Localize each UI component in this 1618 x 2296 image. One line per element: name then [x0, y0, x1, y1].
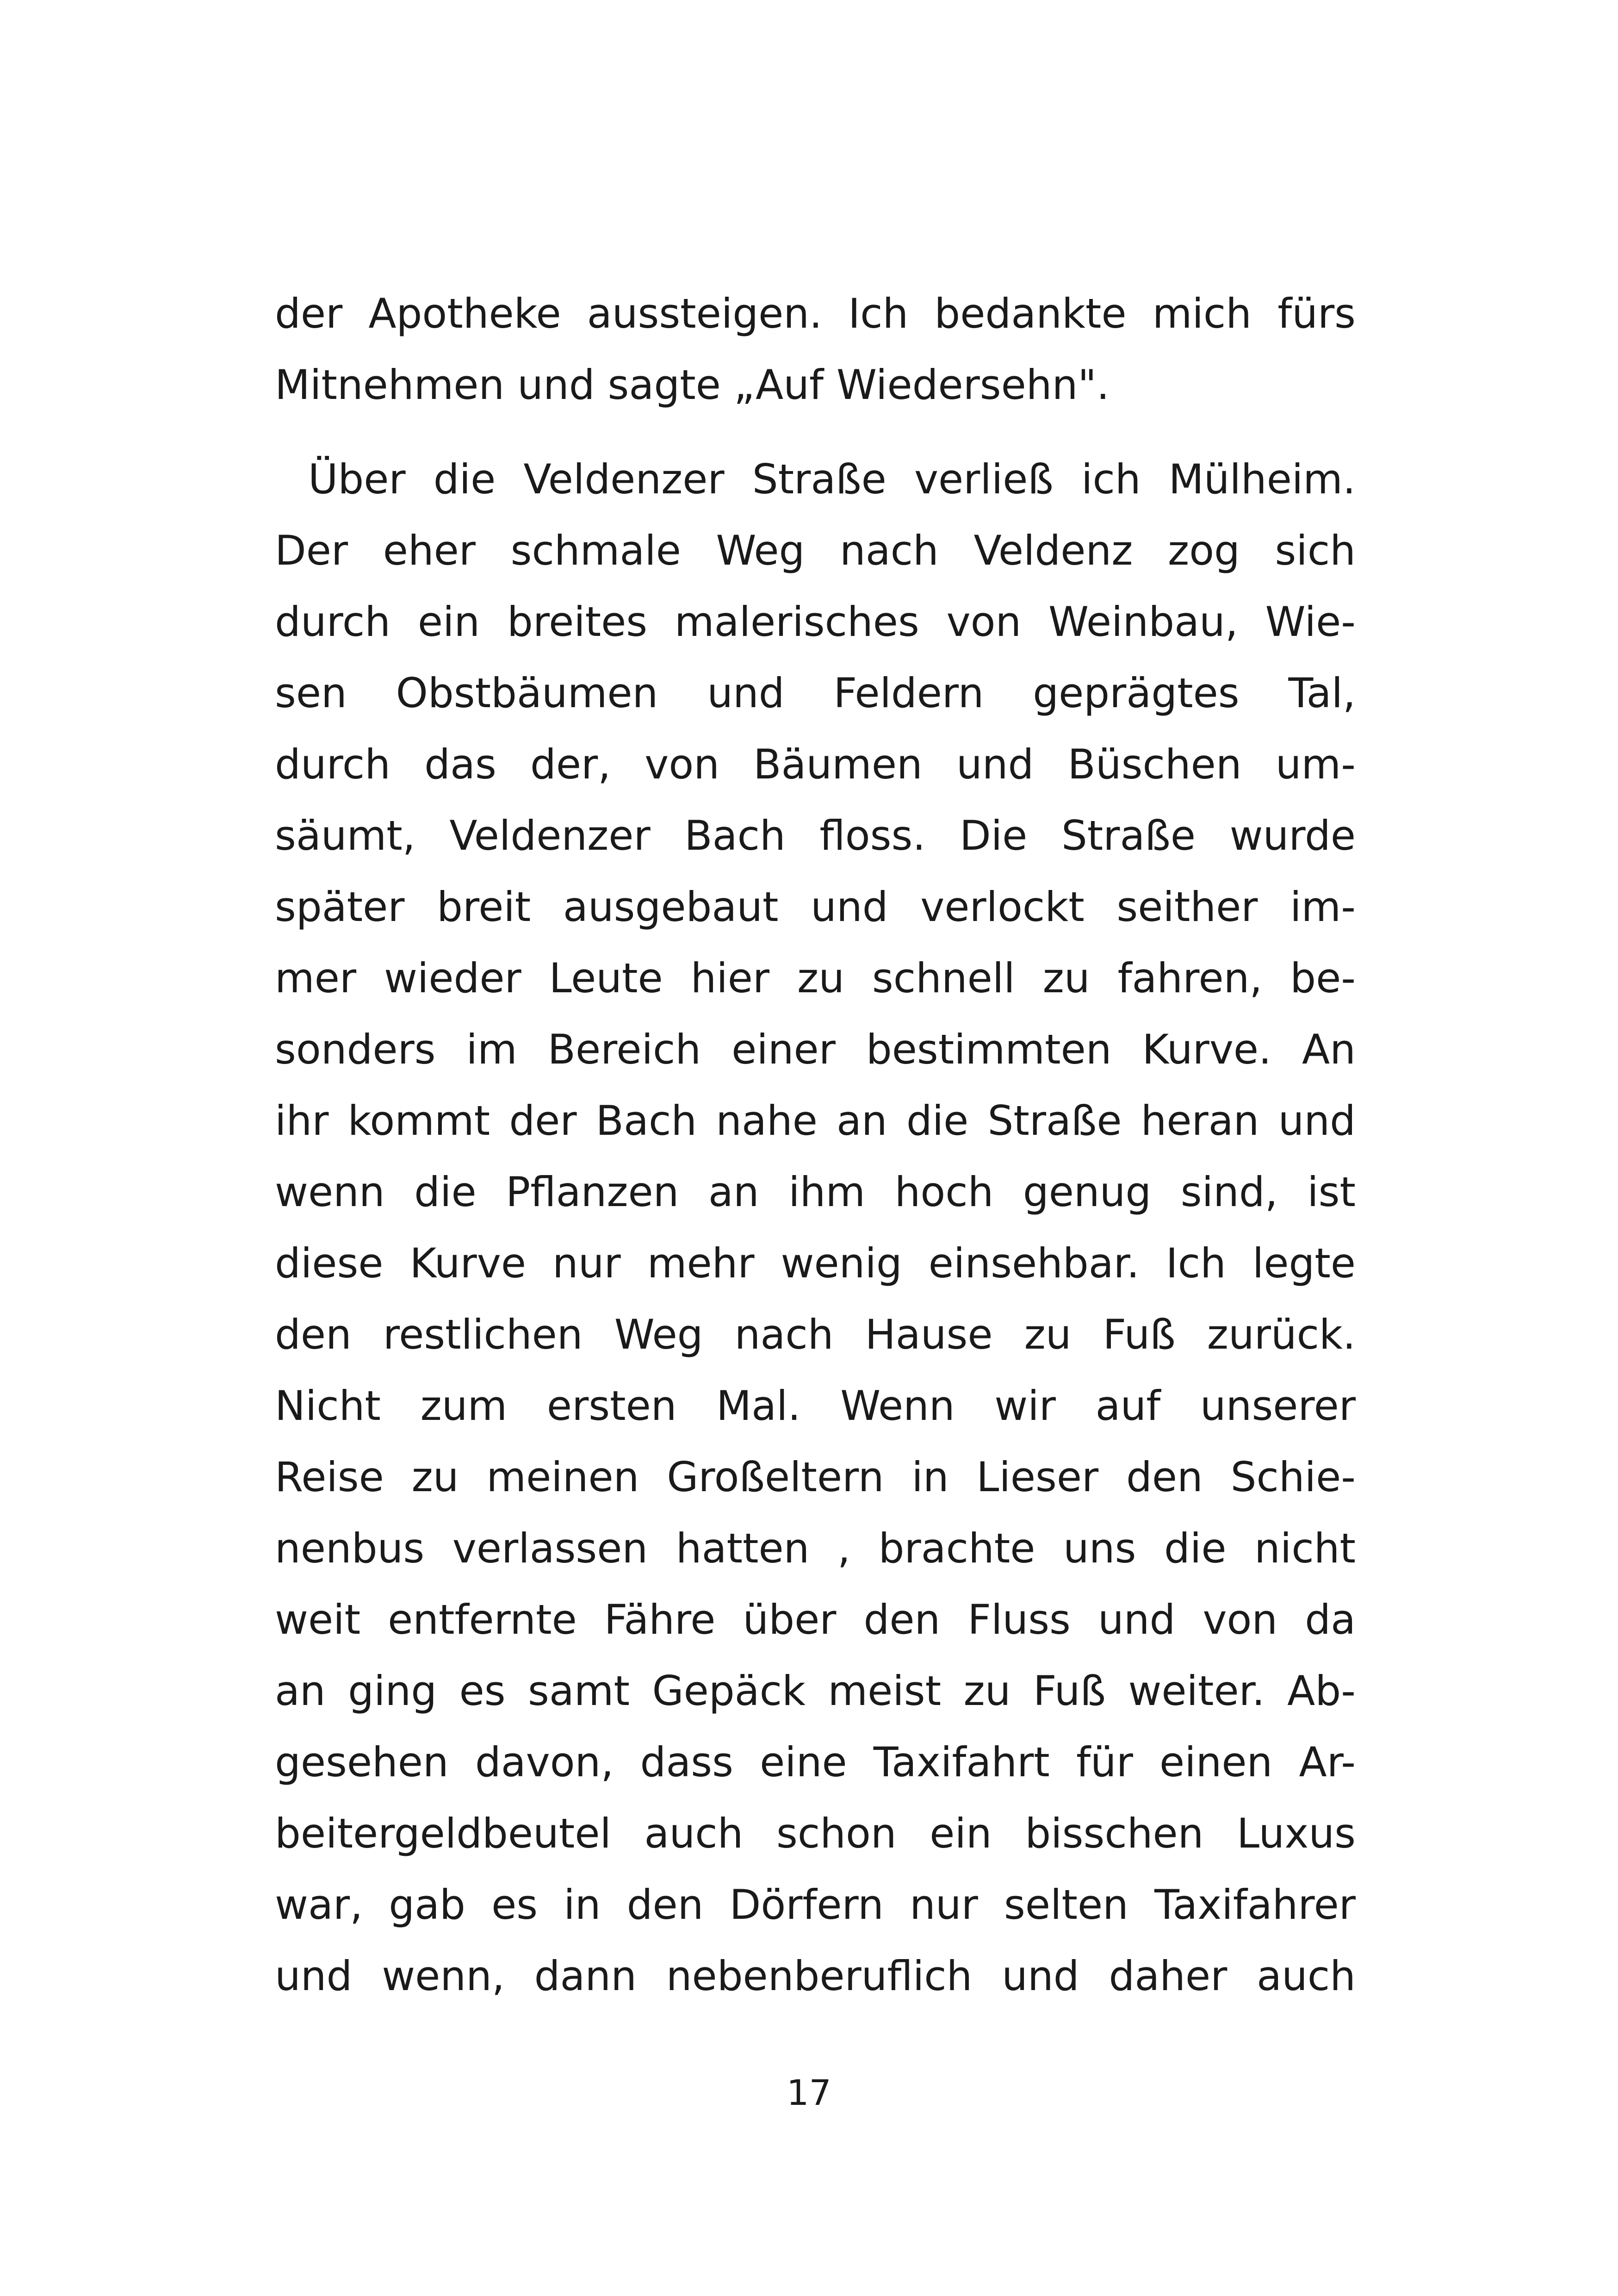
text-line: und wenn, dann nebenberuflich und daher auch: [275, 1952, 1356, 2000]
text-line: Der eher schmale Weg nach Veldenz zog sich: [275, 527, 1356, 574]
text-line: mer wieder Leute hier zu schnell zu fahren, be-: [275, 954, 1356, 1002]
text-line: durch ein breites malerisches von Weinbau, Wie-: [275, 598, 1356, 646]
text-line: den restlichen Weg nach Hause zu Fuß zurück.: [275, 1311, 1356, 1358]
text-line: sen Obstbäumen und Feldern geprägtes Tal,: [275, 669, 1356, 717]
text-line: säumt, Veldenzer Bach floss. Die Straße wurde: [275, 812, 1356, 859]
text-line: gesehen davon, dass eine Taxifahrt für einen Ar-: [275, 1738, 1356, 1786]
text-line: weit entfernte Fähre über den Fluss und von da: [275, 1596, 1356, 1643]
text-line: Nicht zum ersten Mal. Wenn wir auf unserer: [275, 1382, 1356, 1430]
text-line: ihr kommt der Bach nahe an die Straße heran und: [275, 1097, 1356, 1145]
text-line: der Apotheke aussteigen. Ich bedankte mich fürs: [275, 290, 1356, 337]
text-line: beitergeldbeutel auch schon ein bisschen Luxus: [275, 1810, 1356, 1857]
page-number: 17: [787, 2072, 831, 2113]
text-line: Mitnehmen und sagte „Auf Wiedersehn".: [275, 361, 1110, 409]
text-line: wenn die Pflanzen an ihm hoch genug sind, ist: [275, 1168, 1356, 1216]
text-line: Über die Veldenzer Straße verließ ich Mülheim.: [308, 455, 1356, 503]
text-line: durch das der, von Bäumen und Büschen um-: [275, 740, 1356, 788]
text-line: sonders im Bereich einer bestimmten Kurve. An: [275, 1026, 1356, 1073]
text-line: an ging es samt Gepäck meist zu Fuß weiter. Ab-: [275, 1667, 1356, 1715]
text-line: nenbus verlassen hatten , brachte uns die nicht: [275, 1524, 1356, 1572]
text-line: war, gab es in den Dörfern nur selten Taxifahrer: [275, 1881, 1356, 1929]
text-line: später breit ausgebaut und verlockt seither im-: [275, 883, 1356, 931]
text-line: Reise zu meinen Großeltern in Lieser den Schie-: [275, 1453, 1356, 1501]
text-line: diese Kurve nur mehr wenig einsehbar. Ich legte: [275, 1239, 1356, 1287]
